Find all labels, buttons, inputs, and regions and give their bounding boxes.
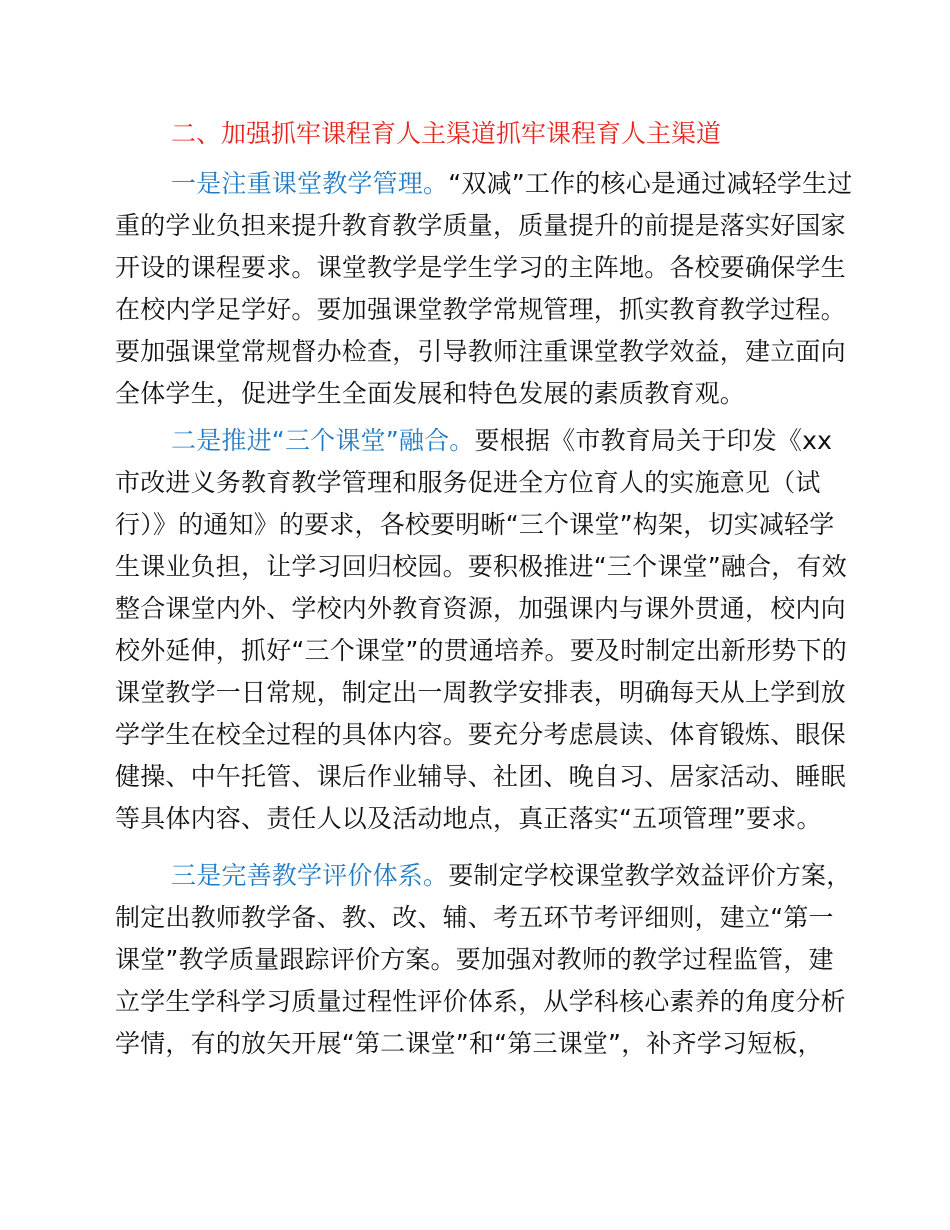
- paragraph-3-line-1: [171, 858, 851, 894]
- paragraph-3-line-2: 制定出教师教学备、教、改、辅、考五环节考评细则，建立“第一: [115, 903, 834, 932]
- paragraph-1-line-1: [171, 166, 853, 202]
- paragraph-1-line-3: 开设的课程要求。课堂教学是学生学习的主阵地。各校要确保学生: [115, 253, 846, 282]
- paragraph-2-line-1: [171, 423, 832, 459]
- paragraph-1-line-4: 在校内学足学好。要加强课堂教学常规管理，抓实教育教学过程。: [115, 295, 846, 324]
- paragraph-1-text: “双减”工作的核心是通过减轻学生过: [448, 169, 853, 198]
- paragraph-2-line-3: 行）》的通知》的要求，各校要明晰“三个课堂”构架，切实减轻学: [115, 510, 835, 539]
- paragraph-2-line-5: 整合课堂内外、学校内外教育资源，加强课内与课外贯通，校内向: [115, 594, 846, 623]
- paragraph-2-line-4: 生课业负担，让学习回归校园。要积极推进“三个课堂”融合，有效: [115, 552, 847, 581]
- paragraph-1-line-5: 要加强课堂常规督办检查，引导教师注重课堂教学效益，建立面向: [115, 337, 846, 366]
- paragraph-2-line-8: 学学生在校全过程的具体内容。要充分考虑晨读、体育锻炼、眼保: [115, 720, 846, 749]
- paragraph-2-lead: 二是推进“三个课堂”融合。: [171, 426, 475, 455]
- paragraph-2-text: 要根据《市教育局关于印发《xx: [474, 426, 833, 455]
- paragraph-2-line-10: 等具体内容、责任人以及活动地点，真正落实“五项管理”要求。: [115, 804, 822, 833]
- paragraph-3-line-4: 立学生学科学习质量过程性评价体系，从学科核心素养的角度分析: [115, 987, 846, 1016]
- paragraph-3-lead: 三是完善教学评价体系。: [171, 861, 449, 890]
- paragraph-1-line-2: 重的学业负担来提升教育教学质量，质量提升的前提是落实好国家: [115, 211, 846, 240]
- paragraph-3-line-3: 课堂”教学质量跟踪评价方案。要加强对教师的教学过程监管，建: [115, 945, 834, 974]
- section-heading: 二、加强抓牢课程育人主渠道抓牢课程育人主渠道: [171, 119, 722, 148]
- paragraph-3-text: 要制定学校课堂教学效益评价方案，: [448, 861, 852, 890]
- paragraph-2-line-9: 健操、中午托管、课后作业辅导、社团、晚自习、居家活动、睡眠: [115, 762, 846, 791]
- paragraph-1-line-6: 全体学生，促进学生全面发展和特色发展的素质教育观。: [115, 379, 746, 408]
- paragraph-2-line-6: 校外延伸，抓好“三个课堂”的贯通培养。要及时制定出新形势下的: [115, 636, 847, 665]
- paragraph-3-line-5: 学情，有的放矢开展“第二课堂”和“第三课堂”，补齐学习短板，: [115, 1029, 823, 1058]
- paragraph-1-lead: 一是注重课堂教学管理。: [171, 169, 449, 198]
- paragraph-2-line-7: 课堂教学一日常规，制定出一周教学安排表，明确每天从上学到放: [115, 678, 846, 707]
- paragraph-2-line-2: 市改进义务教育教学管理和服务促进全方位育人的实施意见（试: [115, 468, 821, 497]
